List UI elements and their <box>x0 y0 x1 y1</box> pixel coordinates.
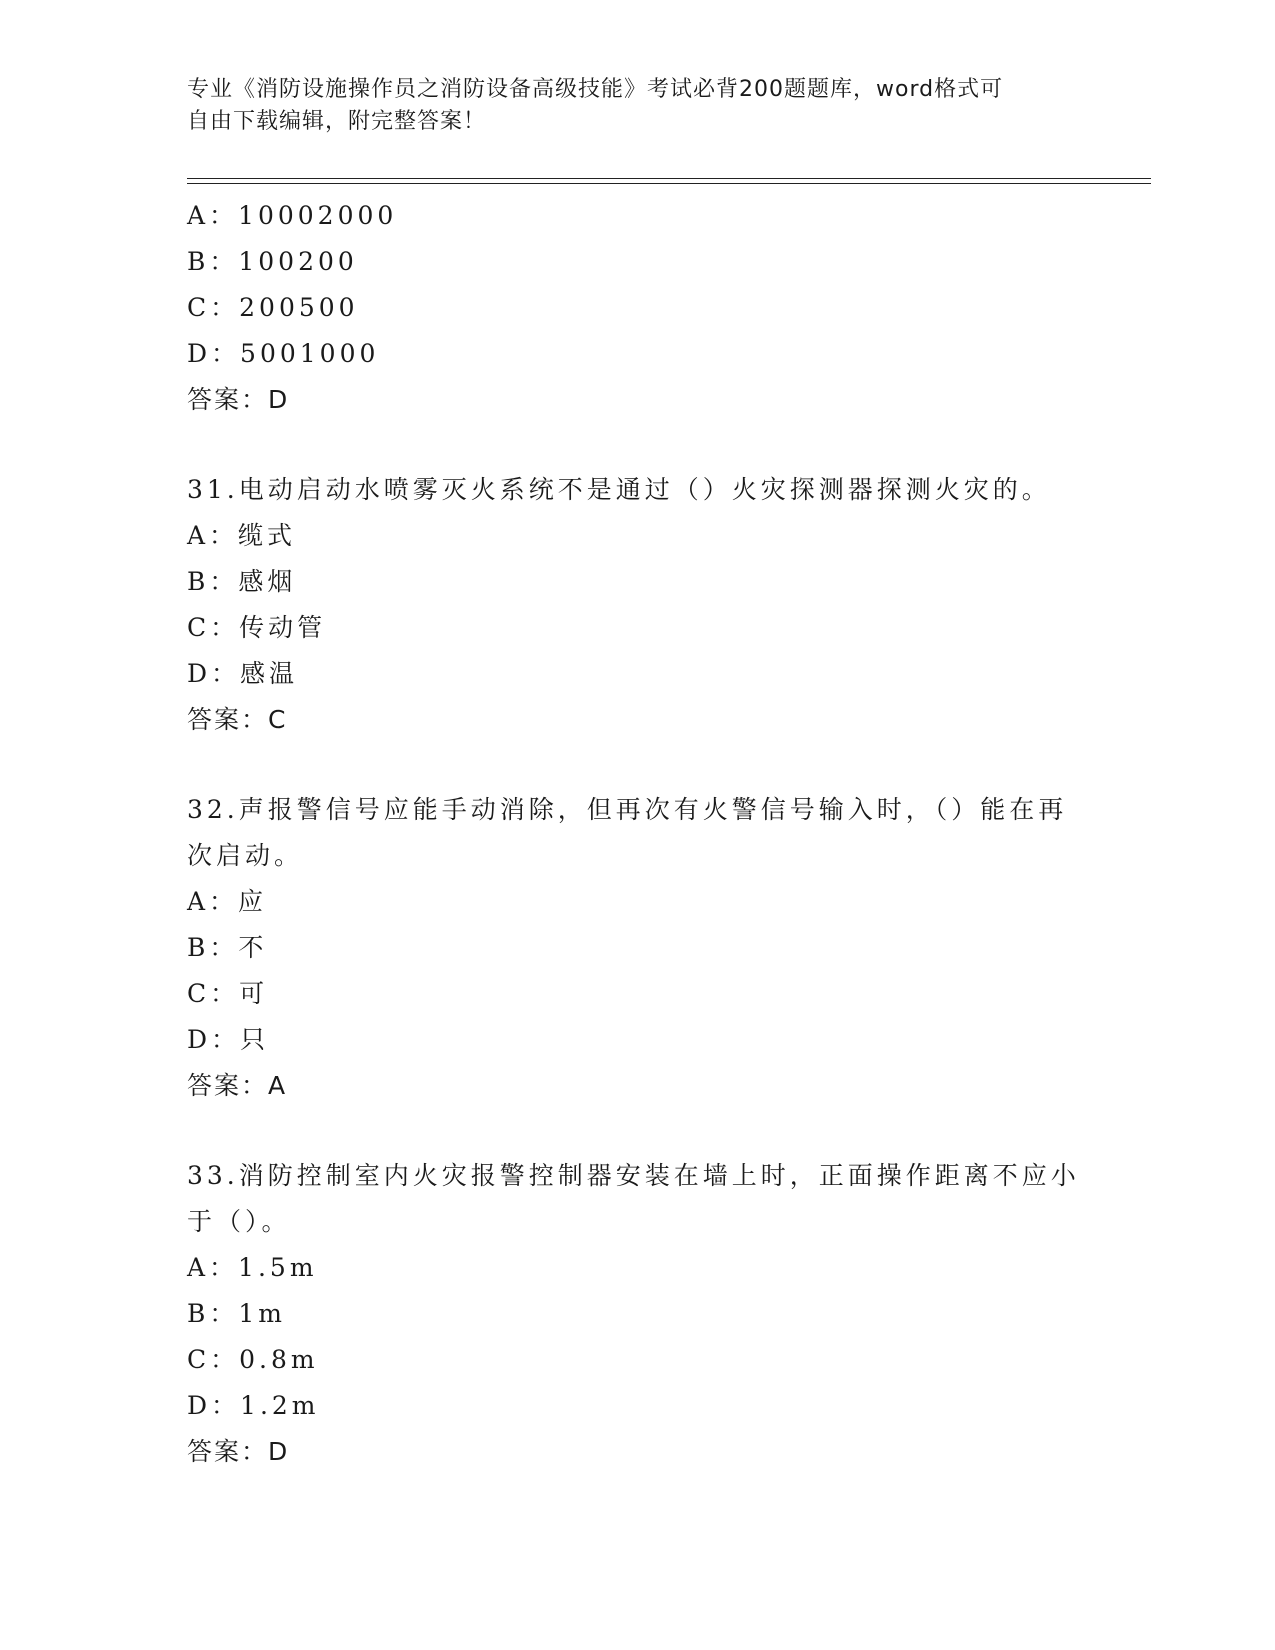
option-d: D：1.2m <box>187 1391 320 1420</box>
document-header <box>187 74 1087 138</box>
header-line-2: 自由下载编辑，附完整答案！ <box>187 109 487 134</box>
answer-text: 答案：C <box>187 705 288 734</box>
question-block-32 <box>187 787 1087 1109</box>
question-block-33 <box>187 1153 1087 1475</box>
option-b: B：感烟 <box>187 567 297 596</box>
option-c: C：传动管 <box>187 613 327 642</box>
option-a: A：1.5m <box>187 1253 318 1282</box>
header-divider-top <box>187 178 1151 179</box>
header-line-1: 专业《消防设施操作员之消防设备高级技能》考试必背200题题库，word格式可 <box>187 77 1004 102</box>
option-a: A：缆式 <box>187 521 297 550</box>
option-b: B：100200 <box>187 247 358 276</box>
option-c: C：可 <box>187 979 269 1008</box>
question-text-line-2: 于（）。 <box>187 1207 291 1236</box>
question-list <box>187 193 1087 1475</box>
question-text-line-1: 33.消防控制室内火灾报警控制器安装在墙上时，正面操作距离不应小 <box>187 1161 1080 1190</box>
answer-text: 答案：A <box>187 1071 288 1100</box>
header-divider-bottom <box>187 183 1151 184</box>
question-text-line-1: 32.声报警信号应能手动消除，但再次有火警信号输入时，（）能在再 <box>187 795 1068 824</box>
option-d: D：感温 <box>187 659 299 688</box>
option-d: D：只 <box>187 1025 270 1054</box>
option-b: B：1m <box>187 1299 286 1328</box>
option-c: C：200500 <box>187 293 359 322</box>
option-b: B：不 <box>187 933 268 962</box>
question-block-30 <box>187 193 1087 423</box>
answer-text: 答案：D <box>187 1437 290 1466</box>
option-d: D：5001000 <box>187 339 380 368</box>
question-block-31 <box>187 467 1087 743</box>
question-text: 31.电动启动水喷雾灭火系统不是通过（）火灾探测器探测火灾的。 <box>187 475 1051 504</box>
option-c: C：0.8m <box>187 1345 319 1374</box>
option-a: A：10002000 <box>187 201 398 230</box>
answer-text: 答案：D <box>187 385 290 414</box>
option-a: A：应 <box>187 887 268 916</box>
question-text-line-2: 次启动。 <box>187 841 304 870</box>
